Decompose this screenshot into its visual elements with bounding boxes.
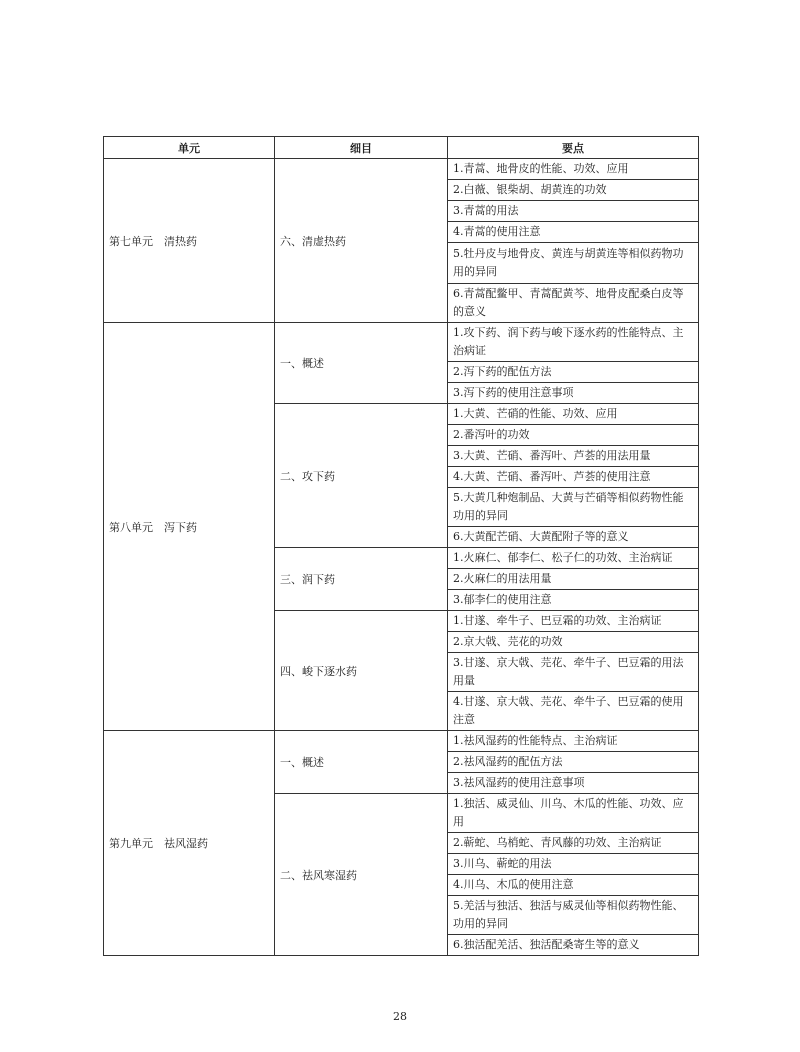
- header-points: 要点: [448, 137, 699, 159]
- subitem-cell: 一、概述: [275, 323, 448, 404]
- point-cell: 4.川乌、木瓜的使用注意: [448, 875, 699, 896]
- point-cell: 1.大黄、芒硝的性能、功效、应用: [448, 404, 699, 425]
- point-cell: 1.火麻仁、郁李仁、松子仁的功效、主治病证: [448, 548, 699, 569]
- point-cell: 1.祛风湿药的性能特点、主治病证: [448, 731, 699, 752]
- point-cell: 3.郁李仁的使用注意: [448, 590, 699, 611]
- point-cell: 4.大黄、芒硝、番泻叶、芦荟的使用注意: [448, 467, 699, 488]
- point-cell: 5.牡丹皮与地骨皮、黄连与胡黄连等相似药物功用的异同: [448, 243, 699, 284]
- point-cell: 2.番泻叶的功效: [448, 425, 699, 446]
- subitem-cell: 一、概述: [275, 731, 448, 794]
- unit-cell: 第七单元 清热药: [104, 159, 275, 323]
- point-cell: 2.泻下药的配伍方法: [448, 362, 699, 383]
- point-cell: 1.独活、威灵仙、川乌、木瓜的性能、功效、应用: [448, 794, 699, 833]
- subitem-cell: 二、攻下药: [275, 404, 448, 548]
- table-row: [104, 323, 699, 362]
- point-cell: 3.甘遂、京大戟、芫花、牵牛子、巴豆霜的用法用量: [448, 653, 699, 692]
- point-cell: 2.白薇、银柴胡、胡黄连的功效: [448, 180, 699, 201]
- point-cell: 1.青蒿、地骨皮的性能、功效、应用: [448, 159, 699, 180]
- point-cell: 5.羌活与独活、独活与威灵仙等相似药物性能、功用的异同: [448, 896, 699, 935]
- point-cell: 3.川乌、蕲蛇的用法: [448, 854, 699, 875]
- point-cell: 1.攻下药、润下药与峻下逐水药的性能特点、主治病证: [448, 323, 699, 362]
- point-cell: 3.祛风湿药的使用注意事项: [448, 773, 699, 794]
- point-cell: 2.火麻仁的用法用量: [448, 569, 699, 590]
- point-cell: 3.大黄、芒硝、番泻叶、芦荟的用法用量: [448, 446, 699, 467]
- point-cell: 4.青蒿的使用注意: [448, 222, 699, 243]
- point-cell: 3.泻下药的使用注意事项: [448, 383, 699, 404]
- unit-cell: 第九单元 祛风湿药: [104, 731, 275, 956]
- point-cell: 6.独活配羌活、独活配桑寄生等的意义: [448, 935, 699, 956]
- header-subitem: 细目: [275, 137, 448, 159]
- subitem-cell: 二、祛风寒湿药: [275, 794, 448, 956]
- point-cell: 5.大黄几种炮制品、大黄与芒硝等相似药物性能功用的异同: [448, 488, 699, 527]
- point-cell: 4.甘遂、京大戟、芫花、牵牛子、巴豆霜的使用注意: [448, 692, 699, 731]
- point-cell: 2.祛风湿药的配伍方法: [448, 752, 699, 773]
- syllabus-table: [103, 136, 699, 956]
- table-row: [104, 159, 699, 180]
- header-unit: 单元: [104, 137, 275, 159]
- point-cell: 3.青蒿的用法: [448, 201, 699, 222]
- unit-cell: 第八单元 泻下药: [104, 323, 275, 731]
- header-row: [104, 137, 699, 159]
- subitem-cell: 三、润下药: [275, 548, 448, 611]
- point-cell: 2.京大戟、芫花的功效: [448, 632, 699, 653]
- point-cell: 6.青蒿配鳖甲、青蒿配黄芩、地骨皮配桑白皮等的意义: [448, 284, 699, 323]
- page-number: 28: [393, 1010, 407, 1023]
- point-cell: 6.大黄配芒硝、大黄配附子等的意义: [448, 527, 699, 548]
- point-cell: 2.蕲蛇、乌梢蛇、青风藤的功效、主治病证: [448, 833, 699, 854]
- subitem-cell: 六、清虚热药: [275, 159, 448, 323]
- table-row: [104, 731, 699, 752]
- subitem-cell: 四、峻下逐水药: [275, 611, 448, 731]
- point-cell: 1.甘遂、牵牛子、巴豆霜的功效、主治病证: [448, 611, 699, 632]
